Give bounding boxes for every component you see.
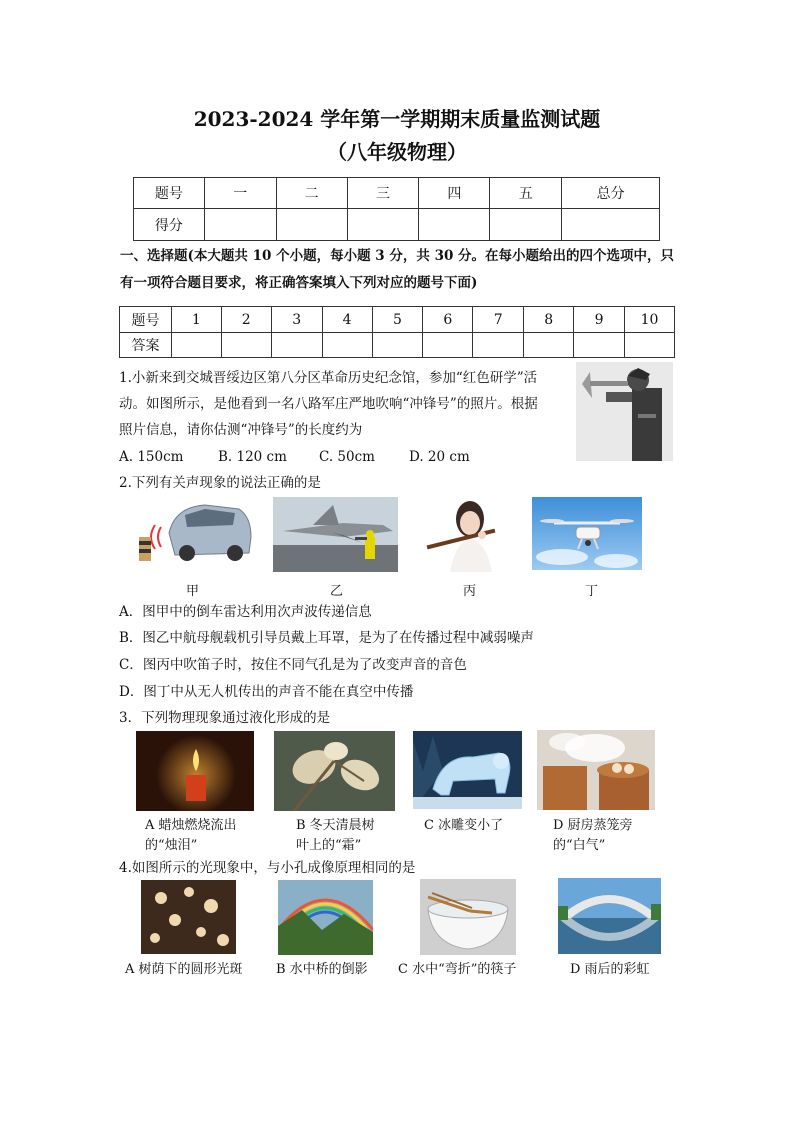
- q4-caption-b: B 水中桥的倒影: [276, 962, 368, 977]
- q4-caption-c: C 水中“弯折”的筷子: [398, 962, 517, 977]
- exam-title: 2023-2024 学年第一学期期末质量监测试题: [193, 107, 601, 131]
- q1-option-a: A. 150cm: [119, 449, 184, 465]
- light-spots-image: [141, 880, 236, 954]
- score-header-cell: 五: [490, 178, 562, 209]
- drone-image: [532, 497, 642, 570]
- score-header-cell: 题号: [134, 178, 205, 209]
- answer-header-cell: 4: [322, 307, 372, 333]
- answer-table: [119, 306, 675, 358]
- q4-stem: 4.如图所示的光现象中，与小孔成像原理相同的是: [119, 860, 416, 876]
- bugler-photo: [576, 362, 673, 461]
- q4-caption-d: D 雨后的彩虹: [570, 962, 650, 977]
- exam-subtitle: （八年级物理）: [327, 140, 467, 164]
- answer-cell: [322, 333, 372, 358]
- q1-line3: 照片信息，请你估测“冲锋号”的长度约为: [119, 422, 363, 438]
- score-row-label: 得分: [134, 209, 205, 241]
- q1-option-b: B. 120 cm: [218, 449, 287, 465]
- arch-bridge-image: [558, 878, 661, 954]
- answer-header-cell: 2: [221, 307, 271, 333]
- carrier-jet-image: [273, 497, 398, 572]
- q1-option-d: D. 20 cm: [409, 449, 470, 465]
- score-header-cell: 三: [347, 178, 419, 209]
- answer-row-label: 答案: [120, 333, 172, 358]
- steamer-image: [537, 730, 655, 810]
- frost-leaves-image: [274, 731, 395, 811]
- score-cell: [204, 209, 276, 241]
- rainbow-landscape-image: [278, 880, 373, 955]
- parking-radar-car-image: [135, 497, 253, 567]
- answer-header-cell: 10: [625, 307, 675, 333]
- answer-cell: [524, 333, 574, 358]
- q3-caption-a-line2: 的“烛泪”: [145, 838, 198, 853]
- score-header-cell: 四: [419, 178, 490, 209]
- q3-stem: 3．下列物理现象通过液化形成的是: [119, 710, 331, 726]
- answer-header-cell: 6: [423, 307, 473, 333]
- score-header-cell: 总分: [562, 178, 660, 209]
- q2-label-yi: 乙: [330, 584, 344, 599]
- answer-cell: [171, 333, 221, 358]
- q2-label-jia: 甲: [186, 584, 200, 599]
- ice-sculpture-image: [413, 731, 522, 809]
- q3-caption-b-line1: B 冬天清晨树: [296, 818, 375, 833]
- flute-player-image: [416, 497, 514, 572]
- answer-cell: [574, 333, 625, 358]
- q1-option-c: C. 50cm: [319, 449, 375, 465]
- candle-image: [136, 731, 254, 811]
- q2-option-a: A．图甲中的倒车雷达利用次声波传递信息: [119, 604, 372, 620]
- answer-cell: [221, 333, 271, 358]
- answer-header-cell: 7: [473, 307, 524, 333]
- section1-line2: 有一项符合题目要求，将正确答案填入下列对应的题号下面): [120, 275, 478, 291]
- q3-caption-d-line1: D 厨房蒸笼旁: [553, 818, 633, 833]
- score-header-cell: 一: [204, 178, 276, 209]
- q1-line2: 动。如图所示，是他看到一名八路军庄严地吹响“冲锋号”的照片。根据: [119, 396, 538, 412]
- q2-option-c: C．图丙中吹笛子时，按住不同气孔是为了改变声音的音色: [119, 657, 467, 673]
- answer-cell: [625, 333, 675, 358]
- answer-header-cell: 题号: [120, 307, 172, 333]
- q2-stem: 2.下列有关声现象的说法正确的是: [119, 475, 321, 491]
- q1-line1: 1.小新来到交城晋绥边区第八分区革命历史纪念馆，参加“红色研学”活: [119, 370, 538, 386]
- q3-caption-c: C 冰雕变小了: [424, 818, 504, 833]
- q4-caption-a: A 树荫下的圆形光斑: [125, 962, 243, 977]
- score-cell: [562, 209, 660, 241]
- q2-option-b: B．图乙中航母舰载机引导员戴上耳罩，是为了在传播过程中减弱噪声: [119, 630, 534, 646]
- answer-cell: [473, 333, 524, 358]
- score-cell: [419, 209, 490, 241]
- answer-cell: [271, 333, 322, 358]
- q2-label-bing: 丙: [463, 584, 477, 599]
- score-cell: [490, 209, 562, 241]
- score-cell: [347, 209, 419, 241]
- q2-option-d: D．图丁中从无人机传出的声音不能在真空中传播: [119, 684, 414, 700]
- score-table: [133, 177, 660, 241]
- answer-header-cell: 9: [574, 307, 625, 333]
- q3-caption-a-line1: A 蜡烛燃烧流出: [145, 818, 237, 833]
- answer-header-cell: 3: [271, 307, 322, 333]
- answer-header-cell: 5: [372, 307, 423, 333]
- score-cell: [276, 209, 347, 241]
- section1-line1: 一、选择题(本大题共 10 个小题，每小题 3 分，共 30 分。在每小题给出的四个选项中，只: [120, 248, 675, 264]
- score-header-cell: 二: [276, 178, 347, 209]
- bowl-chopsticks-image: [420, 879, 516, 955]
- q3-caption-d-line2: 的“白气”: [553, 838, 606, 853]
- answer-cell: [423, 333, 473, 358]
- answer-header-cell: 8: [524, 307, 574, 333]
- q2-label-ding: 丁: [585, 584, 599, 599]
- q3-caption-b-line2: 叶上的“霜”: [296, 838, 362, 853]
- answer-header-cell: 1: [171, 307, 221, 333]
- answer-cell: [372, 333, 423, 358]
